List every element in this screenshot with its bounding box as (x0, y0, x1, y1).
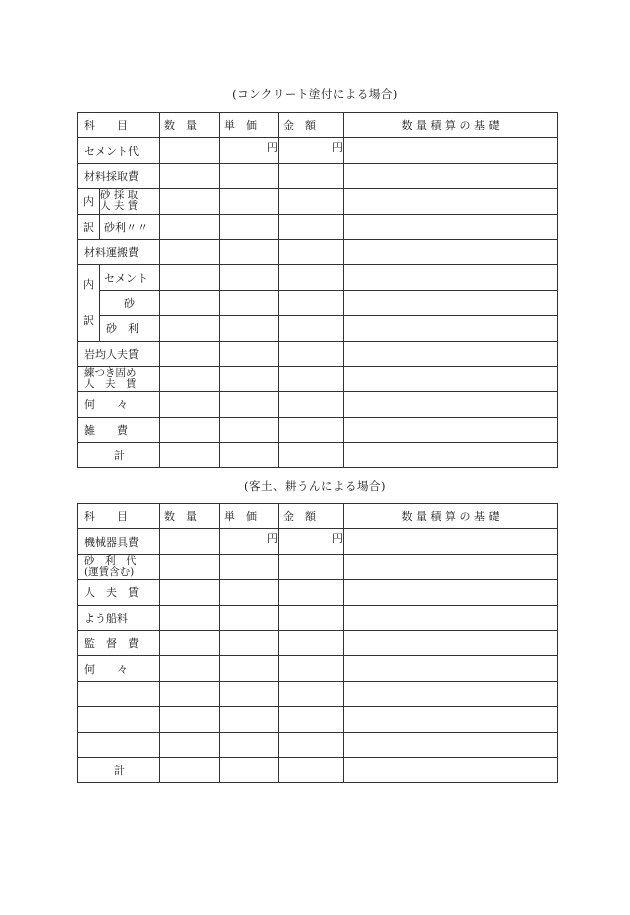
row-label-wake: 訳 (78, 214, 100, 239)
cell-kingaku[interactable] (279, 554, 344, 579)
row-label-total: 計 (78, 443, 160, 468)
cell-suryo[interactable] (160, 341, 220, 366)
table2-caption: (客土、耕うんによる場合) (244, 479, 386, 493)
table-row (78, 580, 558, 605)
cell-suryo[interactable] (160, 757, 220, 782)
cell-suryo[interactable] (160, 707, 220, 732)
cell-kingaku[interactable] (279, 290, 344, 315)
table-row (78, 554, 558, 579)
table-row (78, 417, 558, 442)
cell-suryo[interactable] (160, 392, 220, 417)
cell-kingaku[interactable] (279, 707, 344, 732)
table-header-row (78, 113, 558, 138)
cell-tanka[interactable] (220, 239, 279, 264)
cell-suryo[interactable] (160, 681, 220, 706)
table-row (78, 316, 558, 341)
cell-kingaku[interactable] (279, 630, 344, 655)
cell-suryo[interactable] (160, 239, 220, 264)
cell-kiso[interactable] (344, 554, 558, 579)
cell-tanka[interactable] (220, 214, 279, 239)
table-row (78, 366, 558, 391)
cell-kiso[interactable] (344, 580, 558, 605)
header-kamoku: 科 目 (78, 113, 160, 138)
cell-kiso[interactable] (344, 656, 558, 681)
cell-tanka[interactable] (220, 554, 279, 579)
row-label-nani: 何 々 (78, 656, 160, 681)
row-label-kikai: 機械器具費 (78, 529, 160, 554)
cell-suryo[interactable] (160, 290, 220, 315)
cell-kiso[interactable] (344, 138, 558, 163)
cell-kingaku[interactable] (279, 214, 344, 239)
cell-kingaku[interactable] (279, 443, 344, 468)
cell-kingaku[interactable] (279, 681, 344, 706)
table-row (78, 163, 558, 188)
cell-kingaku[interactable] (279, 757, 344, 782)
row-label-total: 計 (78, 757, 160, 782)
cell-suryo[interactable] (160, 366, 220, 391)
cell-kiso[interactable] (344, 443, 558, 468)
cell-suryo[interactable] (160, 417, 220, 442)
cell-kingaku[interactable] (279, 316, 344, 341)
cell-kiso[interactable] (344, 681, 558, 706)
cell-kingaku[interactable] (279, 239, 344, 264)
cell-kiso[interactable] (344, 630, 558, 655)
cell-suryo[interactable] (160, 732, 220, 757)
cell-kiso[interactable] (344, 757, 558, 782)
row-label-zairyo-unpan: 材料運搬費 (78, 239, 160, 264)
cell-kingaku[interactable]: 円 (279, 529, 344, 554)
cell-tanka[interactable] (220, 681, 279, 706)
cell-tanka[interactable] (220, 163, 279, 188)
cell-tanka[interactable] (220, 265, 279, 290)
cell-kingaku[interactable] (279, 366, 344, 391)
row-label-uchi: 内 (78, 189, 100, 214)
table-row (78, 605, 558, 630)
cell-kingaku[interactable] (279, 580, 344, 605)
cell-tanka[interactable] (220, 656, 279, 681)
table-row (78, 630, 558, 655)
cell-kingaku[interactable] (279, 189, 344, 214)
cell-suryo[interactable] (160, 554, 220, 579)
cell-kingaku[interactable] (279, 656, 344, 681)
row-label-jari-dai: 砂 利 代 (運賃含む) (78, 554, 160, 579)
row-label-uchiwake: 内 訳 (78, 265, 100, 341)
cell-tanka[interactable] (220, 580, 279, 605)
header-tanka: 単 価 (220, 113, 279, 138)
cell-kiso[interactable] (344, 290, 558, 315)
cell-kingaku[interactable] (279, 163, 344, 188)
row-label-sub-suna: 砂 (100, 290, 160, 315)
row-label-yosen: よう船料 (78, 605, 160, 630)
cell-kingaku[interactable] (279, 341, 344, 366)
cell-tanka[interactable] (220, 443, 279, 468)
cell-suryo[interactable] (160, 605, 220, 630)
row-label-sub-jari: 砂 利 (100, 316, 160, 341)
table-row (78, 189, 558, 214)
cell-tanka[interactable] (220, 605, 279, 630)
cell-kiso[interactable] (344, 341, 558, 366)
cell-kiso[interactable] (344, 316, 558, 341)
row-label-neritsuki: 練つき固め 人 夫 賃 (78, 366, 160, 391)
cell-suryo[interactable] (160, 189, 220, 214)
cell-tanka[interactable] (220, 290, 279, 315)
cell-kingaku[interactable] (279, 417, 344, 442)
cell-kingaku[interactable]: 円 (279, 138, 344, 163)
cell-tanka[interactable] (220, 707, 279, 732)
cost-table-soil (77, 503, 558, 783)
cost-table-concrete (77, 112, 558, 468)
cell-suryo[interactable] (160, 138, 220, 163)
row-label-blank[interactable] (78, 707, 160, 732)
cell-kiso[interactable] (344, 707, 558, 732)
cell-suryo[interactable] (160, 214, 220, 239)
row-label-sub-cement: セメント (100, 265, 160, 290)
cell-kiso[interactable] (344, 189, 558, 214)
header-kamoku: 科 目 (78, 504, 160, 529)
cell-kiso[interactable] (344, 529, 558, 554)
cell-suryo[interactable] (160, 630, 220, 655)
cell-suryo[interactable] (160, 316, 220, 341)
header-kingaku: 金 額 (279, 504, 344, 529)
cell-suryo[interactable] (160, 656, 220, 681)
header-kiso: 数 量 積 算 の 基 礎 (344, 113, 558, 138)
cell-tanka[interactable]: 円 (220, 529, 279, 554)
row-label-kantoku: 監 督 費 (78, 630, 160, 655)
row-label-nani: 何 々 (78, 392, 160, 417)
table-row-blank (78, 732, 558, 757)
table-row (78, 138, 558, 163)
cell-suryo[interactable] (160, 163, 220, 188)
row-label-blank[interactable] (78, 681, 160, 706)
cell-tanka[interactable] (220, 366, 279, 391)
table-row (78, 239, 558, 264)
cell-suryo[interactable] (160, 580, 220, 605)
cell-kiso[interactable] (344, 239, 558, 264)
cell-suryo[interactable] (160, 265, 220, 290)
header-kiso: 数 量 積 算 の 基 礎 (344, 504, 558, 529)
cell-kiso[interactable] (344, 163, 558, 188)
table-row (78, 392, 558, 417)
row-label-blank[interactable] (78, 732, 160, 757)
cell-tanka[interactable] (220, 757, 279, 782)
cell-kiso[interactable] (344, 732, 558, 757)
table-row (78, 290, 558, 315)
row-label-suna-saishu: 砂 採 取 人 夫 賃 (100, 189, 160, 214)
cell-kiso[interactable] (344, 366, 558, 391)
table-row (78, 214, 558, 239)
table1-caption: (コンクリート塗付による場合) (232, 87, 398, 101)
table-row (78, 341, 558, 366)
header-tanka: 単 価 (220, 504, 279, 529)
cell-tanka[interactable] (220, 392, 279, 417)
cell-kingaku[interactable] (279, 265, 344, 290)
table-row-blank (78, 707, 558, 732)
row-label-ninpu: 人 夫 賃 (78, 580, 160, 605)
table-row (78, 529, 558, 554)
header-suryo: 数 量 (160, 504, 220, 529)
cell-tanka[interactable]: 円 (220, 138, 279, 163)
table-row (78, 656, 558, 681)
cell-suryo[interactable] (160, 443, 220, 468)
table-total-row (78, 443, 558, 468)
table-total-row (78, 757, 558, 782)
table-row (78, 265, 558, 290)
cell-kiso[interactable] (344, 265, 558, 290)
table-header-row (78, 504, 558, 529)
cell-suryo[interactable] (160, 529, 220, 554)
cell-kiso[interactable] (344, 417, 558, 442)
row-label-zairyo-saishu: 材料採取費 (78, 163, 160, 188)
row-label-ganrin: 岩均人夫賃 (78, 341, 160, 366)
cell-tanka[interactable] (220, 316, 279, 341)
cell-tanka[interactable] (220, 341, 279, 366)
cell-tanka[interactable] (220, 417, 279, 442)
cell-kiso[interactable] (344, 605, 558, 630)
cell-kingaku[interactable] (279, 605, 344, 630)
cell-tanka[interactable] (220, 189, 279, 214)
table-row-blank (78, 681, 558, 706)
cell-kiso[interactable] (344, 214, 558, 239)
header-kingaku: 金 額 (279, 113, 344, 138)
row-label-jari: 砂利〃〃 (100, 214, 160, 239)
row-label-zappi: 雑 費 (78, 417, 160, 442)
header-suryo: 数 量 (160, 113, 220, 138)
cell-tanka[interactable] (220, 630, 279, 655)
cell-kiso[interactable] (344, 392, 558, 417)
cell-tanka[interactable] (220, 732, 279, 757)
cell-kingaku[interactable] (279, 732, 344, 757)
row-label-cement: セメント代 (78, 138, 160, 163)
cell-kingaku[interactable] (279, 392, 344, 417)
